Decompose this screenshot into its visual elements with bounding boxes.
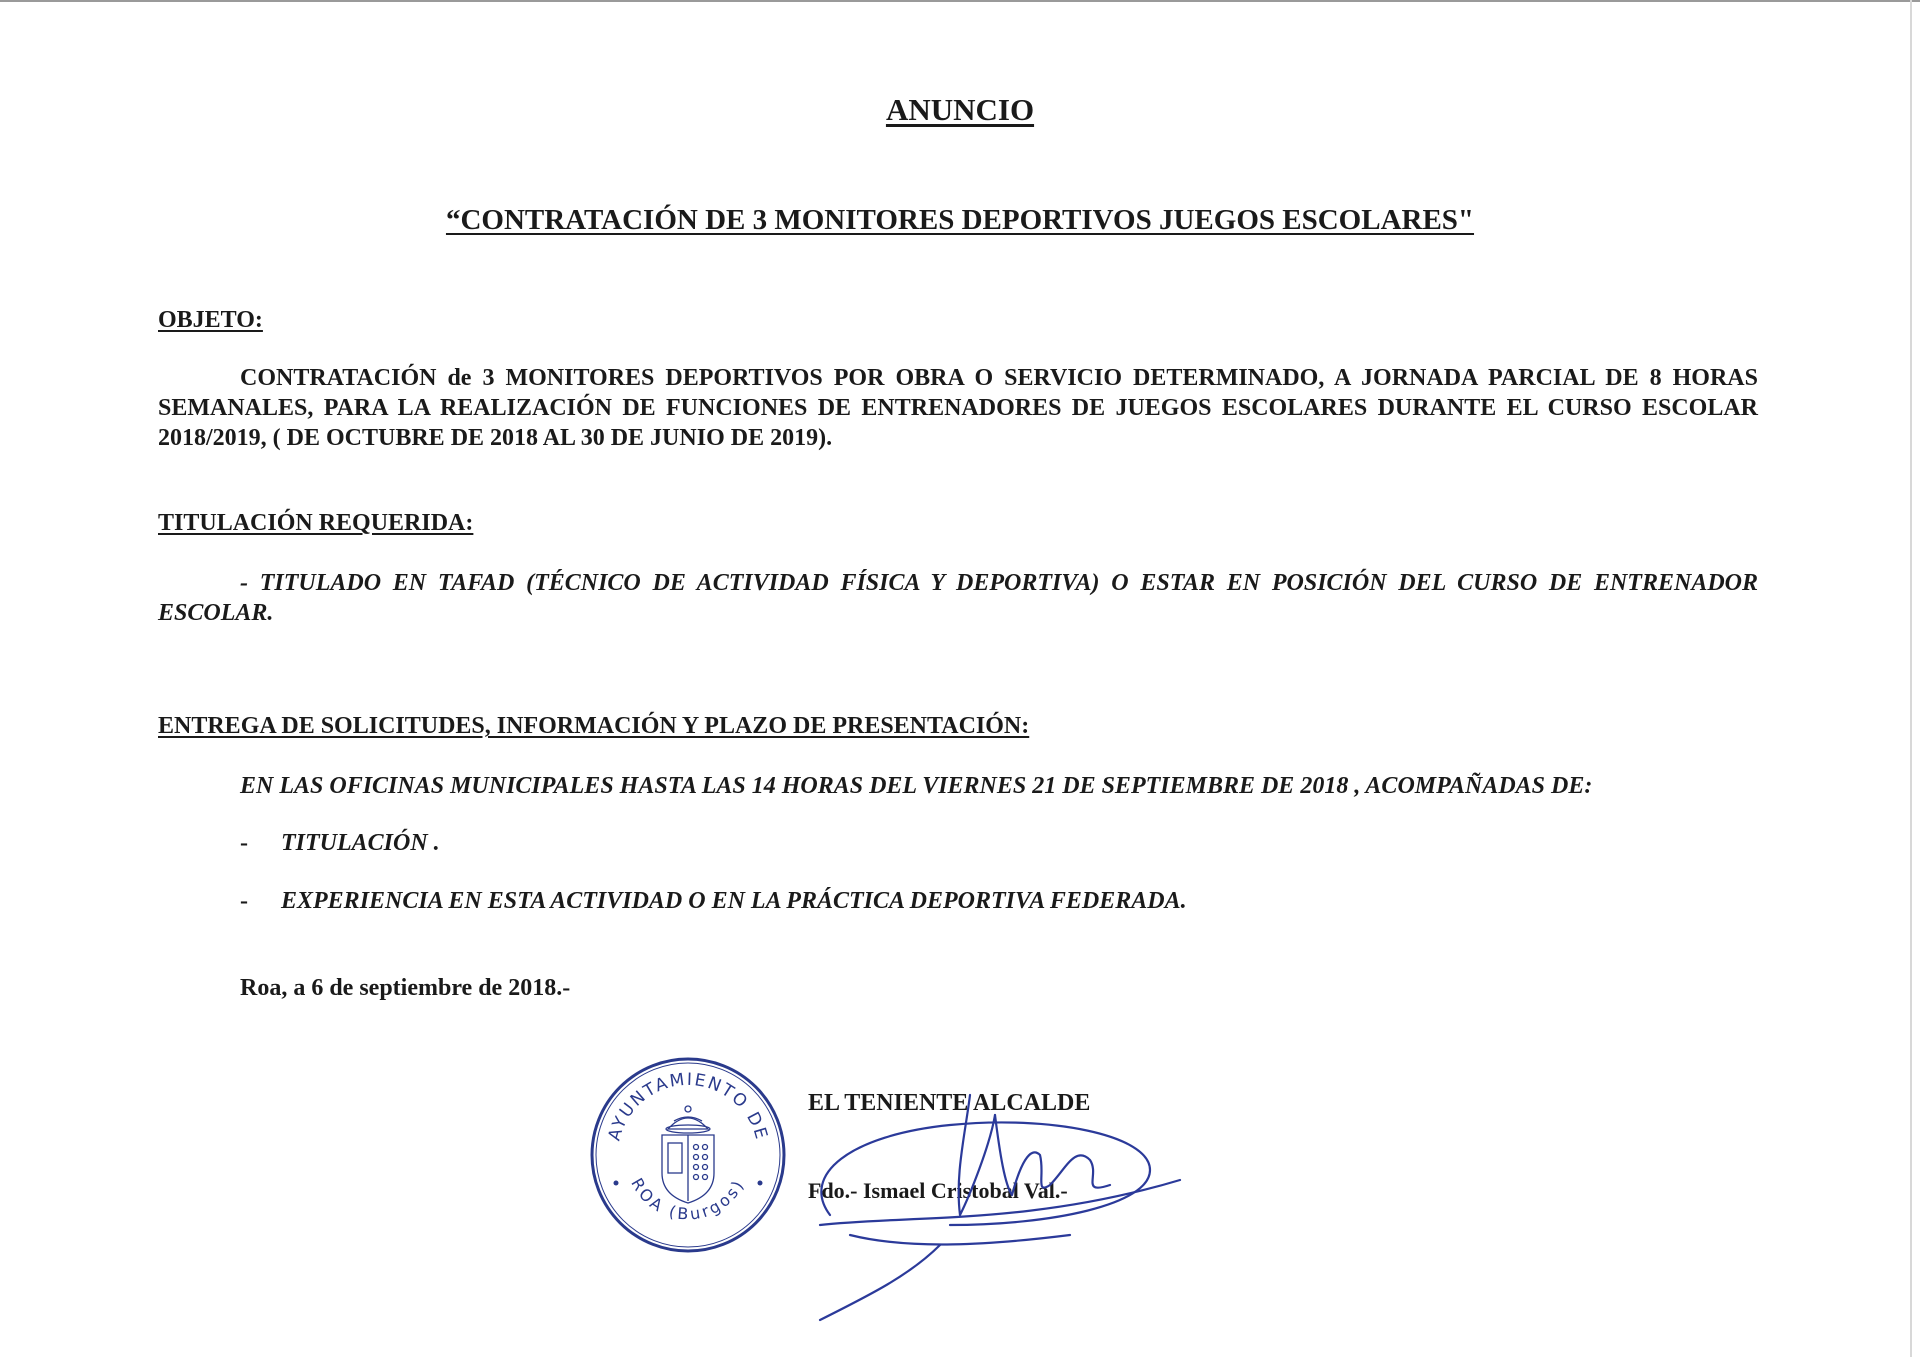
- svg-text:AYUNTAMIENTO DE: AYUNTAMIENTO DE: [604, 1069, 772, 1144]
- list-dash: -: [240, 830, 248, 856]
- list-item: [240, 830, 440, 857]
- municipal-seal: [588, 1055, 788, 1255]
- section-heading-objeto: OBJETO:: [158, 307, 263, 333]
- page-title: ANUNCIO: [885, 92, 1035, 127]
- list-item-text: TITULACIÓN .: [281, 830, 440, 856]
- signatory-name: Fdo.- Ismael Cristobal Val.-: [808, 1178, 1068, 1203]
- section-text-objeto: CONTRATACIÓN de 3 MONITORES DEPORTIVOS POR OBRA O SERVICIO DETERMINADO, A JORNADA PARCIAL DE 8 HORAS SEMANALES, PARA LA REALIZACIÓN DE FUNCIONES DE ENTRENADORES DE JUEGOS ESCOLARES DURANTE EL CURSO ESCOLAR 2018/2019, ( DE OCTUBRE DE 2018 AL 30 DE JUNIO DE 2019).: [158, 365, 1758, 451]
- section-text-entrega: EN LAS OFICINAS MUNICIPALES HASTA LAS 14 HORAS DEL VIERNES 21 DE SEPTIEMBRE DE 2018 , ACOMPAÑADAS DE:: [240, 773, 1593, 799]
- seal-icon: [588, 1055, 788, 1255]
- list-item: [240, 888, 1187, 915]
- date-line: Roa, a 6 de septiembre de 2018.-: [240, 975, 571, 1001]
- scan-edge: [0, 0, 1920, 2]
- section-heading-entrega: ENTREGA DE SOLICITUDES, INFORMACIÓN Y PLAZO DE PRESENTACIÓN:: [158, 713, 1030, 739]
- section-text-titulacion: - TITULADO EN TAFAD (TÉCNICO DE ACTIVIDAD FÍSICA Y DEPORTIVA) O ESTAR EN POSICIÓN DEL CURSO DE ENTRENADOR ESCOLAR.: [158, 570, 1758, 626]
- list-dash: -: [240, 888, 248, 914]
- list-item-text: EXPERIENCIA EN ESTA ACTIVIDAD O EN LA PRÁCTICA DEPORTIVA FEDERADA.: [281, 888, 1187, 914]
- section-heading-titulacion: TITULACIÓN REQUERIDA:: [158, 510, 474, 536]
- svg-text:ROA (Burgos): ROA (Burgos): [627, 1174, 749, 1224]
- page-subtitle: “CONTRATACIÓN DE 3 MONITORES DEPORTIVOS JUEGOS ESCOLARES": [445, 204, 1475, 236]
- signatory-role: EL TENIENTE ALCALDE: [808, 1090, 1091, 1116]
